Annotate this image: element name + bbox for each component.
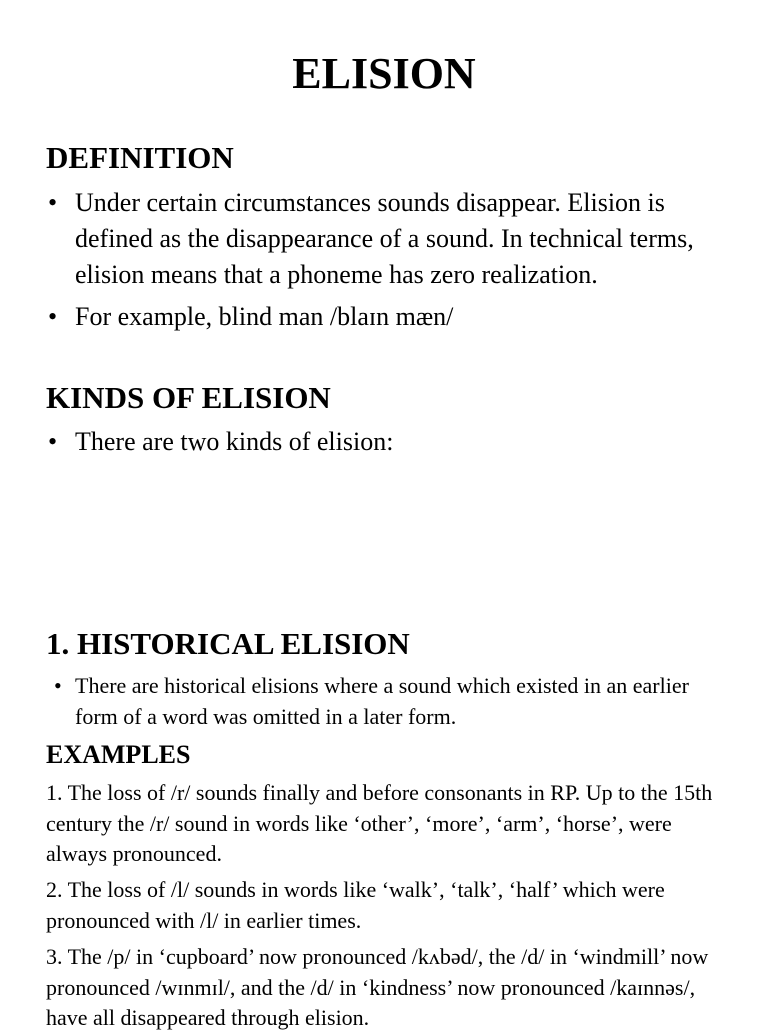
example-text: For example, blind man /blaɪn mæn/	[75, 302, 454, 331]
bullet-icon: •	[54, 673, 62, 698]
list-item	[46, 299, 736, 335]
example-paragraph-3: 3. The /p/ in ‘cupboard’ now pronounced /kʌbəd/, the /d/ in ‘windmill’ now pronounced /wɪnmɪl/, and the /d/ in ‘kindness’ now pronounced /kaɪnnəs/, have all disappeared through elision.	[46, 944, 709, 1030]
kinds-list	[46, 424, 736, 460]
historical-list	[46, 670, 736, 732]
definition-text: Under certain circumstances sounds disappear. Elision is defined as the disappearance of a sound. In technical terms, elision means that a phoneme has zero realization.	[75, 188, 694, 289]
page-title: ELISION	[292, 49, 476, 98]
list-item	[46, 424, 736, 460]
examples-heading: EXAMPLES	[46, 740, 191, 769]
example-paragraph-1: 1. The loss of /r/ sounds finally and before consonants in RP. Up to the 15th century the /r/ sound in words like ‘other’, ‘more’, ‘arm’, ‘horse’, were always pronounced.	[46, 780, 713, 866]
definition-list	[46, 185, 736, 335]
kinds-text: There are two kinds of elision:	[75, 427, 394, 456]
bullet-icon: •	[48, 427, 58, 456]
example-paragraph-2: 2. The loss of /l/ sounds in words like ‘walk’, ‘talk’, ‘half’ which were pronounced with /l/ in earlier times.	[46, 877, 665, 933]
definition-heading: DEFINITION	[46, 140, 234, 175]
list-item	[46, 670, 736, 732]
historical-heading: 1. HISTORICAL ELISION	[46, 626, 410, 661]
historical-text: There are historical elisions where a sound which existed in an earlier form of a word was omitted in a later form.	[75, 673, 689, 729]
kinds-heading: KINDS OF ELISION	[46, 380, 331, 415]
bullet-icon: •	[48, 188, 58, 217]
list-item	[46, 185, 736, 293]
bullet-icon: •	[48, 302, 58, 331]
